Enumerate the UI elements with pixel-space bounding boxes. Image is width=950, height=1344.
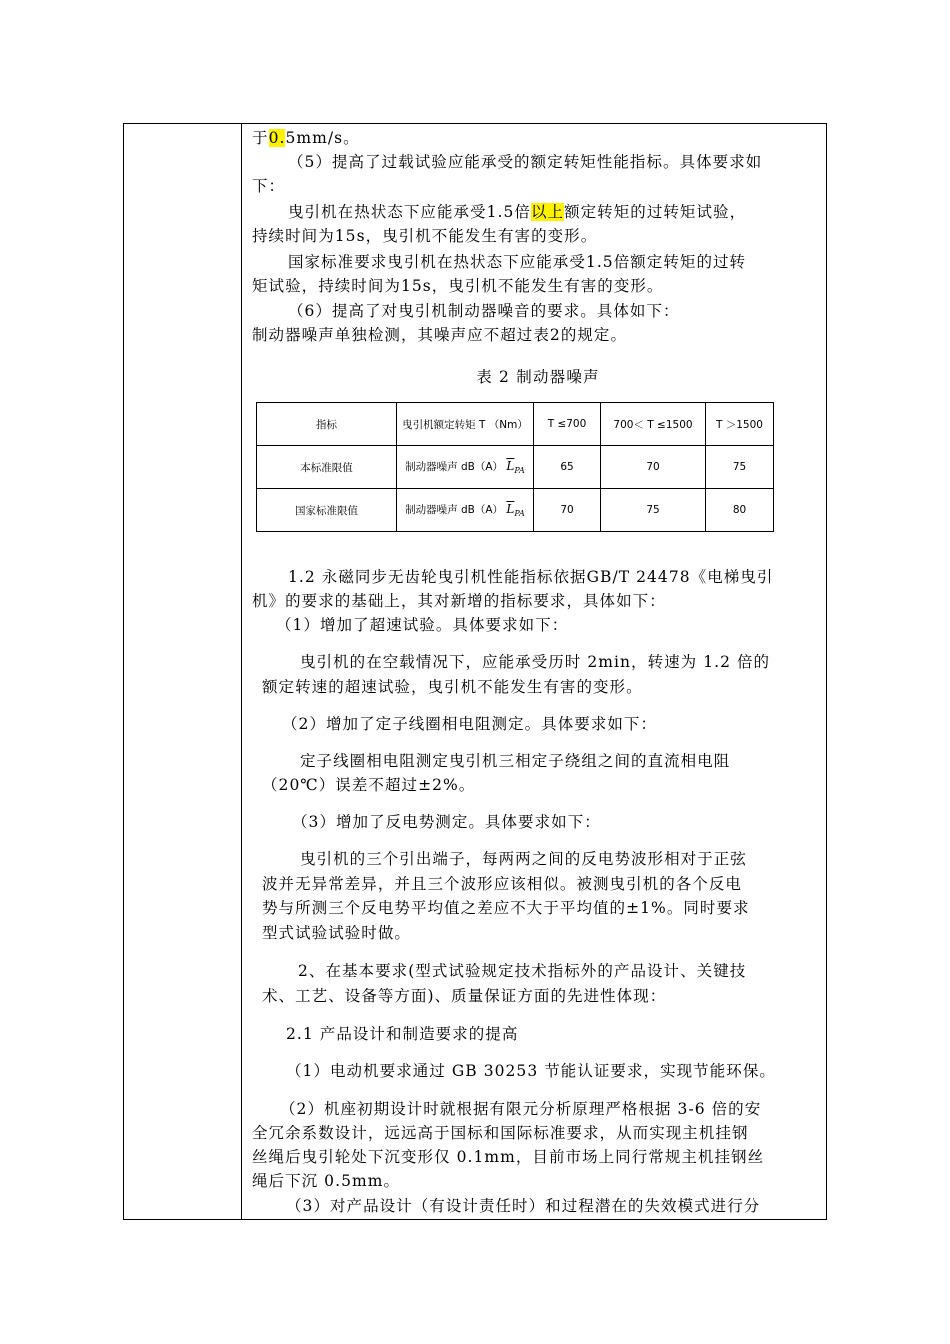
paragraph-line: （2）机座初期设计时就根据有限元分析原理严格根据 3-6 倍的安 (280, 1100, 762, 1118)
paragraph-line: 国家标准要求曳引机在热状态下应能承受1.5倍额定转矩的过转 (288, 253, 747, 271)
paragraph-line: 额定转速的超速试验，曳引机不能发生有害的变形。 (262, 678, 643, 696)
paragraph-line: （1）增加了超速试验。具体要求如下： (276, 616, 569, 634)
text: 额定转矩的过转矩试验， (564, 203, 747, 221)
highlight: 以上 (530, 203, 565, 221)
paragraph-line (252, 126, 360, 150)
paragraph-line: 制动器噪声单独检测，其噪声应不超过表2的规定。 (252, 326, 628, 344)
paragraph-line: 型式试验试验时做。 (262, 924, 411, 942)
table-cell: 本标准限值 (257, 446, 397, 489)
symbol-subscript: PA (514, 509, 525, 519)
table-cell (397, 446, 534, 489)
paragraph-line: 波并无异常差异，并且三个波形应该相似。被测曳引机的各个反电 (262, 875, 742, 893)
metric-label: 制动器噪声 dB（A） (405, 460, 504, 473)
table-header-cell: 700＜ T ≤1500 (601, 403, 706, 446)
paragraph-line: （20℃）误差不超过±2%。 (262, 776, 476, 794)
table-cell: 国家标准限值 (257, 489, 397, 532)
paragraph-line: （5）提高了过载试验应能承受的额定转矩性能指标。具体要求如 (288, 153, 763, 171)
paragraph-line: 2、在基本要求(型式试验规定技术指标外的产品设计、关键技 (298, 962, 747, 980)
paragraph-line: 下： (252, 177, 286, 195)
table-cell: 75 (706, 446, 774, 489)
paragraph-line: 曳引机的三个引出端子，每两两之间的反电势波形相对于正弦 (300, 850, 747, 868)
text: 于 (252, 129, 269, 147)
paragraph-line: （3）对产品设计（有设计责任时）和过程潜在的失效模式进行分 (286, 1197, 761, 1215)
paragraph-line: （6）提高了对曳引机制动器噪音的要求。具体如下： (288, 302, 680, 320)
table-cell: 70 (534, 489, 601, 532)
text: 曳引机在热状态下应能承受1.5倍 (288, 203, 531, 221)
highlight: 0. (268, 129, 286, 147)
table-caption: 表 2 制动器噪声 (476, 368, 600, 386)
paragraph-line: 术、工艺、设备等方面)、质量保证方面的先进性体现： (262, 987, 667, 1005)
table-row (257, 446, 774, 489)
paragraph-line: （1）电动机要求通过 GB 30253 节能认证要求，实现节能环保。 (286, 1062, 776, 1080)
paragraph-line: 丝绳后曳引轮处下沉变形仅 0.1mm，目前市场上同行常规主机挂钢丝 (252, 1148, 765, 1166)
symbol: $\overline{L}$ (506, 458, 515, 473)
paragraph-line: 定子线圈相电阻测定曳引机三相定子绕组之间的直流相电阻 (300, 752, 731, 770)
paragraph-line: 矩试验，持续时间为15s，曳引机不能发生有害的变形。 (252, 277, 664, 295)
paragraph-line: 势与所测三个反电势平均值之差应不大于平均值的±1%。同时要求 (262, 899, 750, 917)
table-cell: 80 (706, 489, 774, 532)
table-cell (397, 489, 534, 532)
paragraph-line: 曳引机的在空载情况下，应能承受历时 2min，转速为 1.2 倍的 (300, 653, 771, 671)
table-header-cell: T ＞1500 (706, 403, 774, 446)
form-table (123, 123, 827, 1220)
content-cell (252, 124, 824, 1219)
paragraph-line: 2.1 产品设计和制造要求的提高 (286, 1025, 519, 1043)
table-header-cell: 曳引机额定转矩 T （Nm） (397, 403, 534, 446)
paragraph-line: 持续时间为15s，曳引机不能发生有害的变形。 (252, 227, 598, 245)
table-header-cell: 指标 (257, 403, 397, 446)
table-cell: 65 (534, 446, 601, 489)
symbol: $\overline{L}$ (506, 501, 515, 516)
paragraph-line: 机》的要求的基础上，其对新增的指标要求，具体如下： (252, 592, 666, 610)
table-cell: 75 (601, 489, 706, 532)
table-row (257, 489, 774, 532)
paragraph-line (288, 200, 746, 224)
paragraph-line: （2）增加了定子线圈相电阻测定。具体要求如下： (282, 715, 658, 733)
table-cell: 70 (601, 446, 706, 489)
table-header-cell: T ≤700 (534, 403, 601, 446)
metric-label: 制动器噪声 dB（A） (405, 503, 504, 516)
paragraph-line: 全冗余系数设计，远远高于国标和国际标准要求，从而实现主机挂钢 (252, 1124, 749, 1142)
text: 5mm/s。 (285, 129, 360, 147)
paragraph-line: （3）增加了反电势测定。具体要求如下： (292, 813, 601, 831)
paragraph-line: 绳后下沉 0.5mm。 (252, 1172, 401, 1190)
table-header-row (257, 403, 774, 446)
column-divider (241, 124, 242, 1219)
noise-table (256, 402, 774, 532)
symbol-subscript: PA (514, 466, 525, 476)
paragraph-line: 1.2 永磁同步无齿轮曳引机性能指标依据GB/T 24478《电梯曳引 (288, 568, 774, 586)
